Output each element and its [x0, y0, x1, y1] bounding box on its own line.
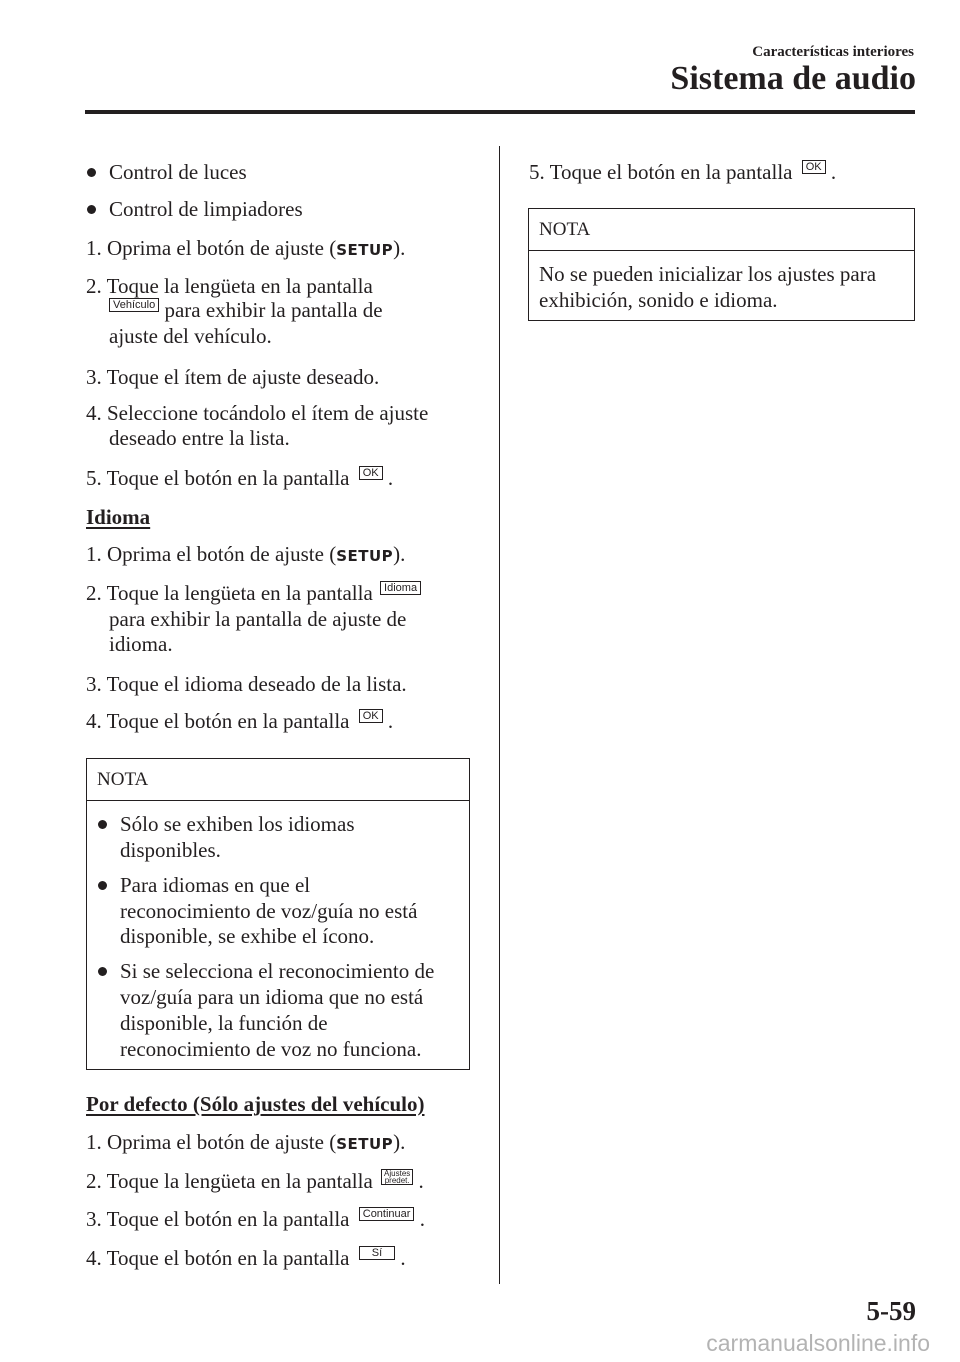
step-text: . [400, 1246, 406, 1270]
bullet-icon [98, 967, 107, 976]
step-4-line-2: deseado entre la lista. [109, 426, 290, 450]
list-item [87, 159, 247, 185]
note-text: disponible, la función de [120, 1011, 328, 1035]
setup-icon: SETUP [336, 241, 394, 259]
ajustes-predet-screen-button [381, 1169, 413, 1185]
step-text: Seleccione tocándolo el ítem de ajuste [107, 401, 429, 425]
note-text: Sólo se exhiben los idiomas [120, 812, 355, 836]
defecto-step-1 [86, 1129, 405, 1157]
step-text: Toque el botón en la pantalla [106, 1246, 350, 1270]
ok-screen-button: OK [802, 160, 826, 174]
note-bullet [98, 958, 434, 984]
step-number: 5. [529, 160, 545, 184]
defecto-step-2 [86, 1168, 424, 1194]
step-text: . [830, 160, 837, 184]
note-text: reconocimiento de voz/guía no está [120, 899, 418, 923]
bullet-icon [87, 168, 96, 177]
setup-icon: SETUP [336, 547, 394, 565]
step-text: Toque el botón en la pantalla [106, 1207, 350, 1231]
step-text: . [418, 1169, 424, 1193]
bullet-icon [87, 205, 96, 214]
step-2-line-2 [109, 297, 383, 323]
idioma-step-3 [86, 671, 407, 697]
note-box [86, 758, 470, 1070]
step-text: Toque la lengüeta en la pantalla [106, 1169, 373, 1193]
step-text: Toque el idioma deseado de la lista. [106, 672, 407, 696]
note-text: disponibles. [120, 838, 221, 862]
section-title: Características interiores [752, 44, 914, 60]
step-2-line-3: ajuste del vehículo. [109, 324, 272, 348]
ok-screen-button: OK [359, 709, 383, 723]
defecto-step-4 [86, 1245, 406, 1271]
step-text: Oprima el botón de ajuste ( [107, 542, 337, 566]
idioma-step-4 [86, 708, 393, 734]
idioma-step-2-line-3: idioma. [109, 632, 173, 656]
setup-icon: SETUP [336, 1135, 394, 1153]
step-text: Oprima el botón de ajuste ( [107, 236, 337, 260]
step-text: Toque el botón en la pantalla [106, 709, 350, 733]
button-label: predet. [384, 1176, 410, 1185]
step-number: 1. [86, 236, 102, 260]
step-number: 3. [86, 365, 102, 389]
note-text: disponible, se exhibe el ícono. [120, 924, 375, 948]
step-text: . [387, 466, 394, 490]
note-box [528, 208, 915, 321]
note-text: No se pueden inicializar los ajustes para [539, 262, 877, 286]
note-text: Si se selecciona el reconocimiento de [120, 959, 435, 983]
step-number: 2. [86, 581, 102, 605]
watermark: carmanualsonline.info [706, 1330, 930, 1356]
step-text: Toque la lengüeta en la pantalla [106, 581, 373, 605]
step-number: 2. [86, 1169, 102, 1193]
vehiculo-screen-button: Vehículo [109, 298, 159, 312]
page-number: 5-59 [866, 1296, 916, 1326]
step-text: . [387, 709, 394, 733]
right-step-5 [529, 159, 836, 185]
note-text: reconocimiento de voz no funciona. [120, 1037, 422, 1061]
defecto-step-3 [86, 1206, 425, 1232]
list-item-text: Control de luces [109, 160, 247, 184]
list-item [87, 196, 303, 222]
step-number: 4. [86, 1246, 102, 1270]
idioma-heading: Idioma [86, 505, 151, 529]
step-text: ). [393, 236, 406, 260]
header-rule [85, 110, 915, 114]
step-2 [86, 273, 373, 299]
note-bullet [98, 872, 310, 898]
step-text: ). [393, 1130, 406, 1154]
step-text: ). [393, 542, 406, 566]
continuar-screen-button: Continuar [359, 1207, 415, 1221]
note-text: voz/guía para un idioma que no está [120, 985, 424, 1009]
si-screen-button: Sí [359, 1246, 395, 1260]
step-number: 5. [86, 466, 102, 490]
step-text: . [419, 1207, 425, 1231]
step-number: 3. [86, 672, 102, 696]
step-3 [86, 364, 379, 390]
step-number: 1. [86, 1130, 102, 1154]
step-5 [86, 465, 393, 491]
note-title: NOTA [529, 209, 914, 251]
step-text: para exhibir la pantalla de [164, 298, 383, 322]
list-item-text: Control de limpiadores [109, 197, 303, 221]
step-text: Oprima el botón de ajuste ( [107, 1130, 337, 1154]
bullet-icon [98, 881, 107, 890]
defecto-heading: Por defecto (Sólo ajustes del vehículo) [86, 1092, 425, 1116]
step-text: Toque el botón en la pantalla [106, 466, 350, 490]
step-4 [86, 400, 428, 426]
note-title: NOTA [87, 759, 469, 801]
step-number: 4. [86, 401, 102, 425]
bullet-icon [98, 820, 107, 829]
step-number: 4. [86, 709, 102, 733]
idioma-screen-button: Idioma [380, 581, 421, 595]
step-number: 3. [86, 1207, 102, 1231]
ok-screen-button: OK [359, 466, 383, 480]
idioma-step-2 [86, 580, 421, 606]
step-text: Toque el botón en la pantalla [549, 160, 793, 184]
column-divider [499, 146, 500, 1284]
step-text: Toque la lengüeta en la pantalla [106, 274, 373, 298]
note-text: Para idiomas en que el [120, 873, 311, 897]
idioma-step-1 [86, 541, 405, 569]
chapter-title: Sistema de audio [670, 60, 916, 97]
step-number: 1. [86, 542, 102, 566]
button-label: Ajustes [384, 1169, 411, 1178]
step-1 [86, 235, 405, 263]
step-number: 2. [86, 274, 102, 298]
note-bullet [98, 811, 355, 837]
note-text: exhibición, sonido e idioma. [539, 288, 778, 312]
step-text: Toque el ítem de ajuste deseado. [106, 365, 380, 389]
idioma-step-2-line-2: para exhibir la pantalla de ajuste de [109, 607, 407, 631]
